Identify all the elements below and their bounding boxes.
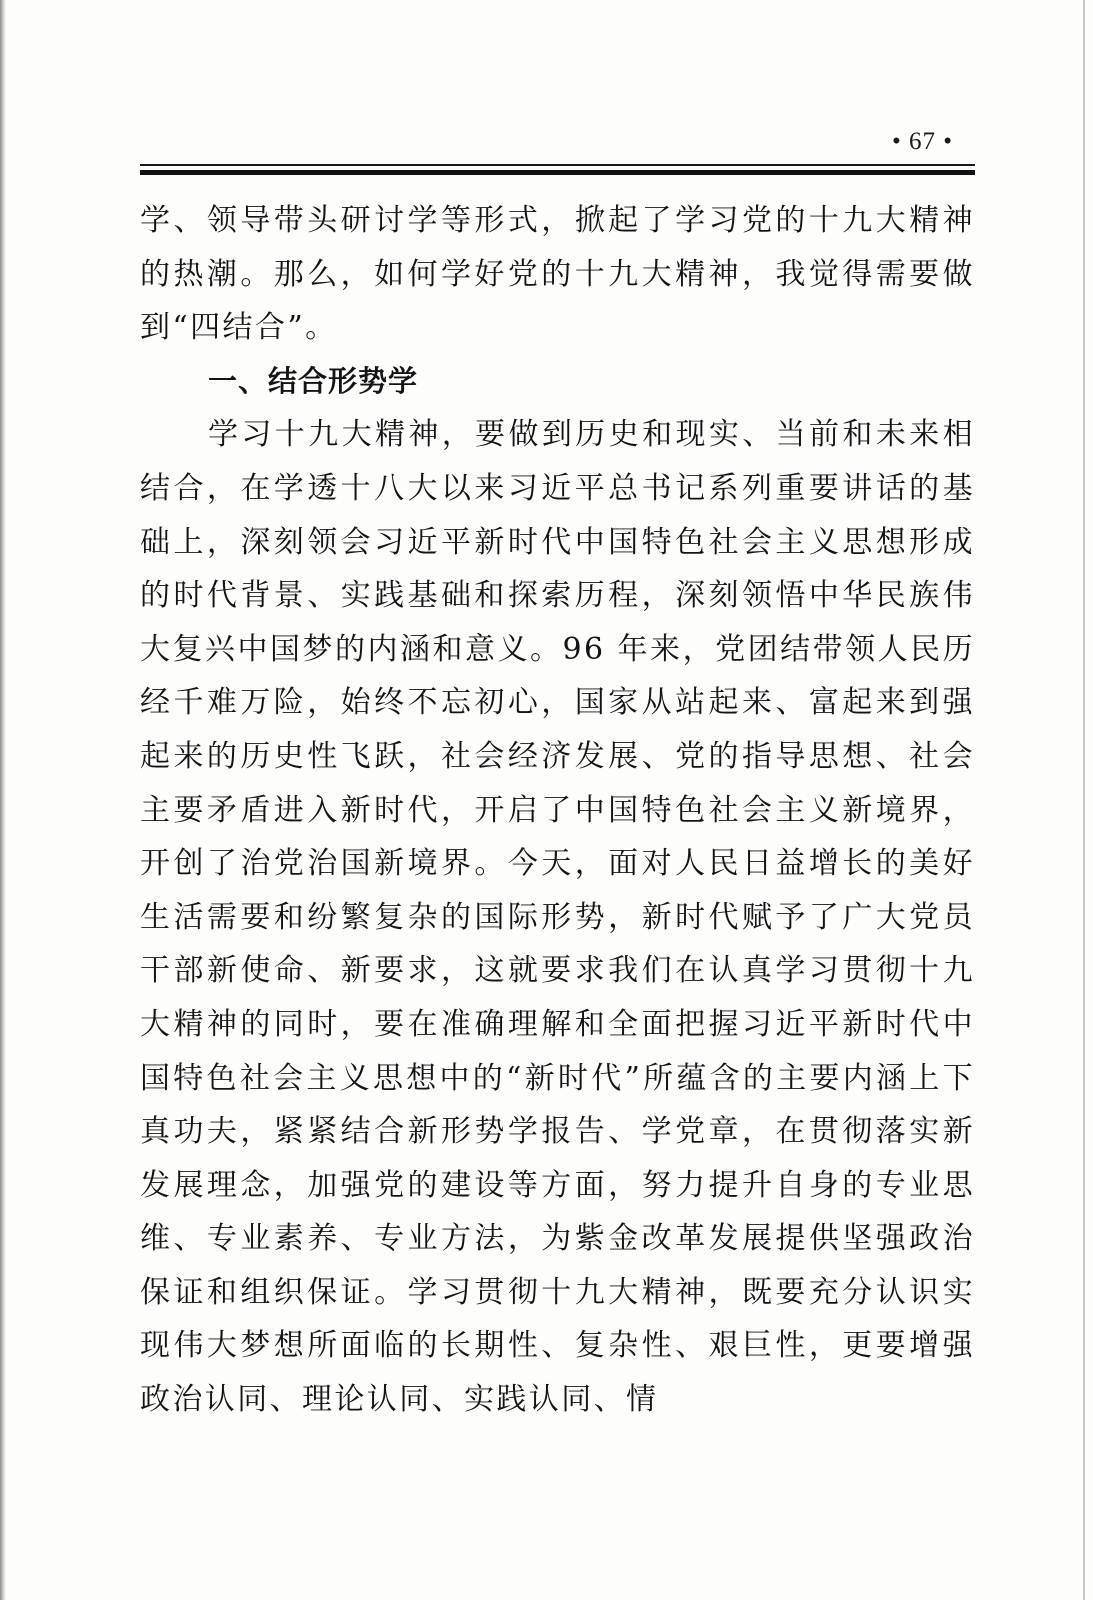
page-binding-shadow bbox=[0, 0, 6, 1600]
header-rule-thick bbox=[140, 170, 975, 175]
paragraph: 学习十九大精神，要做到历史和现实、当前和未来相结合，在学透十八大以来习近平总书记系列重要讲话的基础上，深刻领会习近平新时代中国特色社会主义思想形成的时代背景、实践基础和探索历程，深刻领悟中华民族伟大复兴中国梦的内涵和意义。96 年来，党团结带领人民历经千难万险，始终不忘初心，国家从站起来、富起来到强起来的历史性飞跃，社会经济发展、党的指导思想、社会主要矛盾进入新时代，开启了中国特色社会主义新境界，开创了治党治国新境界。今天，面对人民日益增长的美好生活需要和纷繁复杂的国际形势，新时代赋予了广大党员干部新使命、新要求，这就要求我们在认真学习贯彻十九大精神的同时，要在准确理解和全面把握习近平新时代中国特色社会主义思想中的“新时代”所蕴含的主要内涵上下真功夫，紧紧结合新形势学报告、学党章，在贯彻落实新发展理念，加强党的建设等方面，努力提升自身的专业思维、专业素养、专业方法，为紫金改革发展提供坚强政治保证和组织保证。学习贯彻十九大精神，既要充分认识实现伟大梦想所面临的长期性、复杂性、艰巨性，更要增强政治认同、理论认同、实践认同、情 bbox=[140, 417, 975, 1418]
page-number: • 67 • bbox=[891, 128, 953, 155]
section-heading: 一、结合形势学 bbox=[208, 363, 419, 398]
paragraph-continued: 学、领导带头研讨学等形式，掀起了学习党的十九大精神的热潮。那么，如何学好党的十九大精神，我觉得需要做到“四结合”。 bbox=[140, 203, 975, 346]
page-header bbox=[140, 128, 975, 188]
page-edge bbox=[1083, 0, 1085, 1600]
page-body bbox=[140, 194, 975, 1427]
header-rule-thin bbox=[140, 164, 975, 166]
